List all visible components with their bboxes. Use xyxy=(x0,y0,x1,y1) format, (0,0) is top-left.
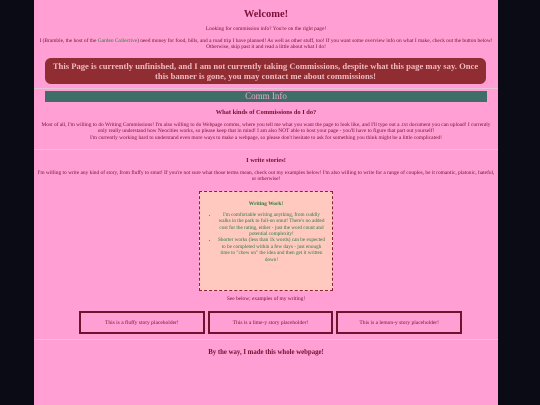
see-below-text: See below; examples of my writing! xyxy=(226,295,306,302)
comm-info-paragraph-2: I'm currently working hard to understand even more ways to make a webpage, so please don't hesitate to ask for something you think might be a little complicated! xyxy=(90,134,442,141)
divider xyxy=(34,88,498,89)
comm-info-paragraph-1: Most of all, I'm willing to do Writing Commissions! I'm also willing to do Webpage comms, where you tell me what you want the page to look like, and I'll type out a .txt document you can upload! I currently only really understand how Neocities works, so please keep that in mind! I am also NOT able to host your page - you'll have to figure that part out yourself! xyxy=(41,121,491,135)
lemon-story-placeholder[interactable]: This is a lemon-y story placeholder! xyxy=(336,311,462,334)
intro-paragraph xyxy=(34,38,498,51)
writing-work-title: Writing Work! xyxy=(248,200,284,207)
writing-work-list xyxy=(207,212,325,263)
footer-heading: By the way, I made this whole webpage! xyxy=(208,349,324,357)
comm-kinds-heading: What kinds of Commissions do I do? xyxy=(215,108,317,116)
fluffy-story-placeholder[interactable]: This is a fluffy story placeholder! xyxy=(79,311,205,334)
divider xyxy=(34,149,498,150)
intro-text-before: I (Bramble, the host of the xyxy=(39,37,98,44)
intro-text-after: ) need money for food, bills, and a road trip I have planned! As well as other stuff, too! If you want some overview info on what I make, check out the button below! Otherwise, skip past it and read a little about what I do! xyxy=(137,37,493,51)
comm-info-bar: Comm Info xyxy=(45,91,487,102)
garden-collective-link[interactable]: Garden Collective xyxy=(97,37,138,44)
divider xyxy=(34,339,498,340)
intro-subtitle: Looking for commission info? You're on the right page! xyxy=(205,26,327,32)
page-title: Welcome! xyxy=(243,9,289,20)
page-content xyxy=(34,0,498,405)
story-placeholders xyxy=(79,311,462,334)
unfinished-banner: This Page is currently unfinished, and I am not currently taking Commissions, despite what this page may say. Once this banner is gone, you may contact me about commissions! xyxy=(45,58,486,84)
writing-work-box xyxy=(199,191,333,291)
stories-heading: I write stories! xyxy=(246,156,286,164)
list-item: • Shorter works (less than 1k words) can be expected to be completed within a few days - just enough time to "chew on" the idea and then get it written down! xyxy=(218,237,325,263)
stories-paragraph: I'm willing to write any kind of story, from fluffy to smut! If you're not sure what those terms mean, check out my examples below! I'm also willing to write for a range of couples, be it romantic, platonic, hateful, or otherwise! xyxy=(37,169,495,183)
lime-story-placeholder[interactable]: This is a lime-y story placeholder! xyxy=(208,311,334,334)
list-item: • I'm comfortable writing anything, from cuddly walks in the park to full-on smut! There's no added cost for the rating, either - just the word count and potential complexity! xyxy=(218,212,325,238)
